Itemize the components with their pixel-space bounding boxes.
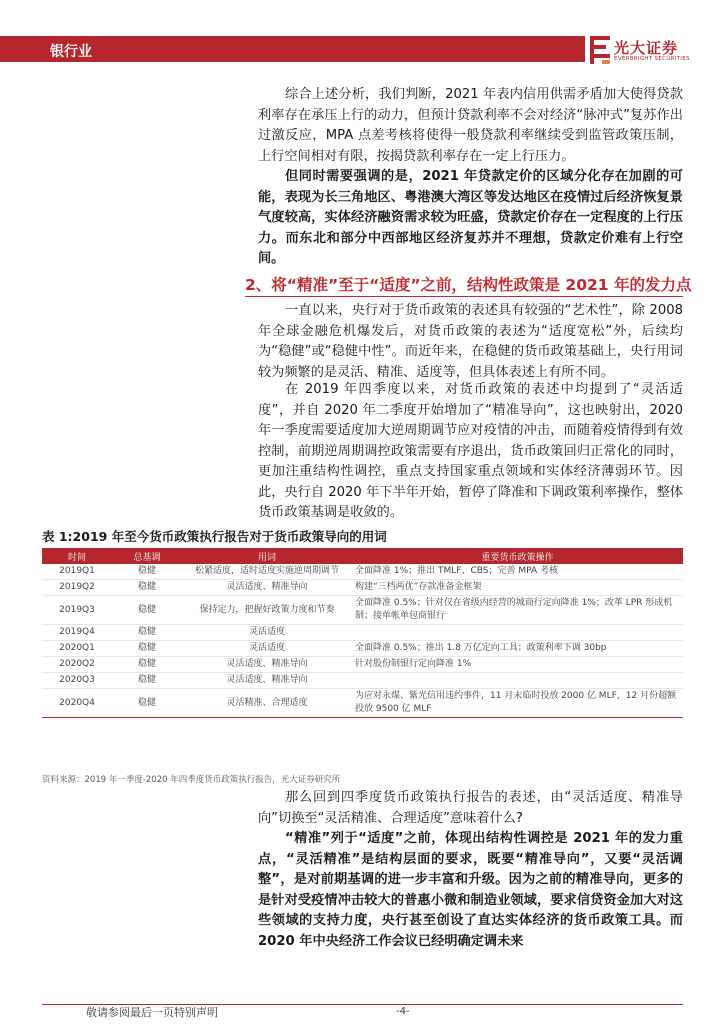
table-cell: 稳健 — [112, 641, 182, 657]
page-number: -4- — [396, 1006, 410, 1017]
table-row — [42, 625, 683, 641]
table-cell: 灵活适度 — [182, 641, 352, 657]
table-row — [42, 596, 683, 625]
table-cell: 2020Q2 — [42, 657, 112, 673]
table-row — [42, 641, 683, 657]
table-header-cell: 重要货币政策操作 — [352, 548, 683, 564]
table-cell: 2020Q3 — [42, 673, 112, 689]
footer-disclaimer-link[interactable]: 敬请参阅最后一页特别声明 — [86, 1006, 218, 1019]
table-cell: 灵活适度、精准导向 — [182, 673, 352, 689]
brand-logo-en: EVERBRIGHT SECURITIES — [614, 56, 690, 62]
table-header-cell: 总基调 — [112, 548, 182, 564]
table-header-row — [42, 548, 683, 564]
table-cell: 灵活精准、合理适度 — [182, 689, 352, 718]
table-cell: 全面降准 0.5%；针对仅在省级内经营的城商行定向降准 1%；改革 LPR 形成机制；接单帐单包商银行 — [352, 596, 683, 625]
table-cell: 针对股份制银行定向降准 1% — [352, 657, 683, 673]
table-cell: 松紧适度，适时适度实施逆周期调节 — [182, 564, 352, 580]
table-cell: 构建“三档两优”存款准备金框架 — [352, 580, 683, 596]
table-cell: 2019Q4 — [42, 625, 112, 641]
table-cell: 稳健 — [112, 657, 182, 673]
table-row — [42, 564, 683, 580]
table-header-cell: 用词 — [182, 548, 352, 564]
table-row — [42, 689, 683, 718]
section-title: 2、将“精准”至于“适度”之前，结构性政策是 2021 年的发力点 — [245, 276, 692, 294]
table-cell: 稳健 — [112, 580, 182, 596]
industry-label: 银行业 — [50, 44, 92, 60]
table-cell: 2019Q2 — [42, 580, 112, 596]
table-cell — [352, 673, 683, 689]
paragraph-precision-first: “精准”列于“适度”之前，体现出结构性调控是 2021 年的发力重点，“灵活精准”是结构层面的要求，既要“精准导向”，又要“灵活调整”，是对前期基调的进一步丰富和升级。因为之前的精准导向，更多的是针对受疫情冲击较大的普惠小微和制造业领域，要求信贷资金加大对这些领域的支持力度，央行甚至创设了直达实体经济的货币政策工具。而 2020 年中央经济工作会议已经明确定调未来 — [258, 831, 683, 949]
table-row — [42, 657, 683, 673]
table-cell: 灵活适度、精准导向 — [182, 580, 352, 596]
table-cell: 稳健 — [112, 596, 182, 625]
brand-logo-cn: 光大证券 — [614, 39, 679, 57]
table-cell: 稳健 — [112, 625, 182, 641]
brand-logo-icon — [590, 36, 610, 64]
paragraph-regional-divergence: 但同时需要强调的是，2021 年贷款定价的区域分化存在加剧的可能，表现为长三角地区、粤港澳大湾区等发达地区在疫情过后经济恢复景气度较高，实体经济融资需求较为旺盛，贷款定价存在一定程度的上行压力。而东北和部分中西部地区经济复苏并不理想，贷款定价难有上行空间。 — [258, 169, 683, 266]
table-cell — [352, 625, 683, 641]
table-cell: 全面降准 0.5%；推出 1.8 万亿定向工具；政策利率下调 30bp — [352, 641, 683, 657]
paragraph-policy-wording: 一直以来，央行对于货币政策的表述具有较强的“艺术性”，除 2008 年全球金融危机爆发后，对货币政策的表述为“适度宽松”外，后续均为“稳健”或“稳健中性”。而近年来，在稳健的货币政策基础上，央行用词较为频繁的是灵活、精准、适度等，但具体表述上有所不同。 — [258, 303, 683, 380]
table-cell: 稳健 — [112, 673, 182, 689]
table-row — [42, 673, 683, 689]
table-cell: 2020Q4 — [42, 689, 112, 718]
table-cell: 全面降准 1%；推出 TMLF、CBS；完善 MPA 考核 — [352, 564, 683, 580]
table-row — [42, 580, 683, 596]
table-cell: 稳健 — [112, 564, 182, 580]
table-title: 表 1:2019 年至今货币政策执行报告对于货币政策导向的用词 — [42, 529, 387, 544]
paragraph-q4-question: 那么回到四季度货币政策执行报告的表述，由“灵活适度、精准导向”切换至“灵活精准、合理适度”意味着什么? — [258, 790, 683, 826]
table-cell: 2019Q1 — [42, 564, 112, 580]
table-source-note: 资料来源：2019 年一季度-2020 年四季度货币政策执行报告，光大证券研究所 — [42, 775, 341, 785]
table-cell: 保持定力，把握好政策力度和节奏 — [182, 596, 352, 625]
table-cell: 灵活适度、精准导向 — [182, 657, 352, 673]
section-divider — [245, 296, 683, 297]
table-cell: 灵活适度 — [182, 625, 352, 641]
paragraph-conclusion: 综合上述分析，我们判断，2021 年表内信用供需矛盾加大使得贷款利率存在承压上行的动力，但预计贷款利率不会对经济“脉冲式”复苏作出过激反应，MPA 点差考核将使得一般贷款利率继续受到监管政策压制，上行空间相对有限，按揭贷款利率存在一定上行压力。 — [258, 87, 683, 164]
policy-wording-table — [42, 548, 683, 718]
table-header-cell: 时间 — [42, 548, 112, 564]
table-cell: 2020Q1 — [42, 641, 112, 657]
table-cell: 为应对永煤、紫光信用违约事件，11 月末临时投放 2000 亿 MLF，12 月份超额投放 9500 亿 MLF — [352, 689, 683, 718]
brand-logo — [590, 36, 700, 66]
table-cell: 2019Q3 — [42, 596, 112, 625]
paragraph-2019q4-analysis: 在 2019 年四季度以来，对货币政策的表述中均提到了“灵活适度”，并自 2020 年二季度开始增加了“精准导向”，这也映射出，2020 年一季度需要适度加大逆周期调节应对疫情的冲击，而随着疫情得到有效控制，前期逆周期调控政策需要有序退出，货币政策回归正常化的同时，更加注重结构性调控，重点支持国家重点领域和实体经济薄弱环节。因此，央行自 2020 年下半年开始，暂停了降准和下调政策利率操作，整体货币政策基调是收敛的。 — [258, 382, 683, 520]
table-cell: 稳健 — [112, 689, 182, 718]
